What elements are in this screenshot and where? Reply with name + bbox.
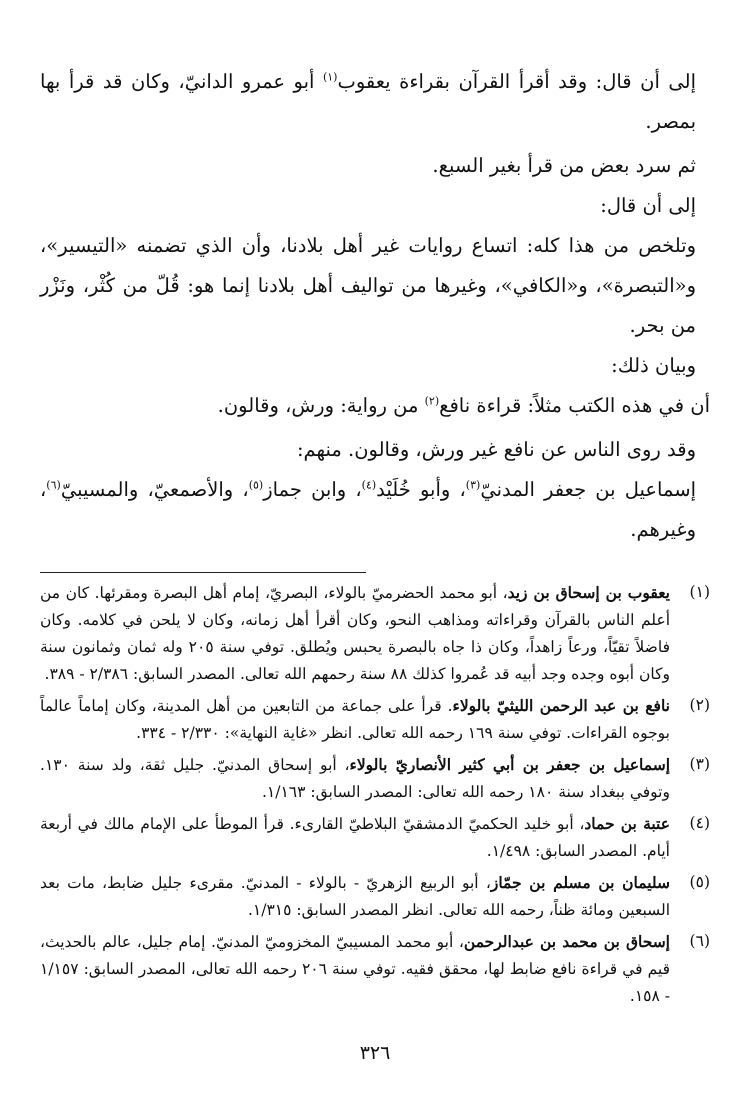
footnote-number: (٣) [689, 755, 710, 773]
footnote-ref-6: (٦) [46, 478, 61, 492]
footnote-4 [40, 810, 710, 865]
footnote-body: ، أبو خليد الحكميّ الدمشقيّ البلاطيّ القارىء. قرأ الموطأ على الإمام مالك في أربعة أيام. المصدر السابق: ١/٤٩٨. [40, 815, 670, 860]
paragraph-6-text-b: من رواية: ورش، وقالون. [217, 394, 425, 417]
paragraph-2: ثم سرد بعض من قرأ بغير السبع. [432, 154, 696, 177]
paragraph-8-text-d: ، والأصمعيّ، والمسيبيّ [60, 478, 249, 501]
footnote-ref-5: (٥) [248, 478, 264, 492]
paragraph-6-text-a: أن في هذه الكتب مثلاً: قراءة نافع [439, 394, 710, 417]
footnote-1 [40, 579, 710, 688]
paragraph-6 [40, 386, 710, 426]
footnote-body: ، أبو إسحاق المدنيّ. جليل ثقة، ولد سنة ١٣٠. وتوفي ببغداد سنة ١٨٠ رحمه الله تعالى: المصدر السابق: ١/١٦٣. [40, 756, 670, 801]
footnote-text [40, 579, 670, 688]
paragraph-4: وتلخص من هذا كله: اتساع روايات غير أهل بلادنا، وأن الذي تضمنه «التيسير»، و«التبصرة»، و«الكافي»، وغيرها من تواليف أهل بلادنا إنما هو: قُلّ من كُثْر، ونَزْر من بحر. [40, 234, 696, 337]
page-number: ٣٢٦ [359, 1042, 391, 1064]
footnote-number: (٤) [689, 814, 710, 832]
footnote-text [40, 869, 670, 924]
paragraph-1 [40, 62, 710, 142]
footnotes [40, 579, 710, 1010]
footnote-divider [40, 572, 366, 573]
footnote-3 [40, 751, 710, 806]
footnote-ref-2: (٢) [424, 394, 440, 408]
footnote-text [40, 928, 670, 1010]
footnote-body: ، أبو الربيع الزهريّ - بالولاء - المدنيّ. مقرىء جليل ضابط، مات بعد السبعين ومائة ظناً، رحمه الله تعالى. انظر المصدر السابق: ١/٣١٥. [40, 874, 670, 919]
paragraph-1-text-b: أبو عمرو الدانيّ، وكان قد قرأ بها بمصر. [40, 70, 696, 133]
footnote-name: عتبة بن حماد [584, 814, 670, 833]
footnote-name: إسحاق بن محمد بن عبدالرحمن [463, 932, 670, 951]
paragraph-5: وبيان ذلك: [611, 354, 696, 377]
footnote-name: يعقوب بن إسحاق بن زيد [507, 583, 670, 602]
footnote-text [40, 751, 670, 806]
footnote-name: نافع بن عبد الرحمن الليثيّ بالولاء [452, 696, 670, 715]
footnote-ref-4: (٤) [361, 478, 377, 492]
footnote-number: (٢) [689, 696, 710, 714]
footnote-2 [40, 692, 710, 747]
footnote-ref-1: (١) [322, 70, 338, 84]
paragraph-8-text-c: ، وابن جماز [263, 478, 362, 501]
footnote-body: ، أبو محمد الحضرميّ بالولاء، البصريّ، إمام أهل البصرة ومقرئها. كان من أعلم الناس بالقرآن وقراءاته ومذاهب النحو، وكان أقرأ أهل زمانه، وكان لا يلحن في كلامه. وكان فاضلاً تقيّاً، ورعاً زاهداً، وكان ذا جاه بالبصرة يحبس ويُطلق. توفي سنة ٢٠٥ وله ثمان وثمانون سنة وكان أبوه وجده وجد أبيه قد عُمروا كذلك ٨٨ سنة رحمهم الله تعالى. المصدر السابق: ٢/٣٨٦ - ٣٨٩. [40, 584, 670, 683]
paragraph-8 [40, 470, 710, 550]
paragraph-1-text-a: إلى أن قال: وقد أقرأ القرآن بقراءة يعقوب [337, 70, 696, 93]
footnote-number: (٦) [689, 932, 710, 950]
footnote-body: ، أبو محمد المسيبيّ المخزوميّ المدنيّ. إمام جليل، عالم بالحديث، قيم في قراءة نافع ضابط لها، محقق فقيه. توفي سنة ٢٠٦ رحمه الله تعالى، المصدر السابق: ١/١٥٧ - ١٥٨. [40, 933, 670, 1005]
footnote-body: . قرأ على جماعة من التابعين من أهل المدينة، وكان إماماً عالماً بوجوه القراءات. توفي سنة ١٦٩ رحمه الله تعالى. انظر «غاية النهاية»: ٢/٣٣٠ - ٣٣٤. [40, 697, 670, 742]
footnote-number: (١) [689, 583, 710, 601]
footnote-text [40, 692, 670, 747]
footnote-5 [40, 869, 710, 924]
paragraph-7: وقد روى الناس عن نافع غير ورش، وقالون. منهم: [296, 438, 696, 461]
main-text [40, 62, 710, 550]
footnote-name: سليمان بن مسلم بن جمّاز [490, 873, 670, 892]
footnote-text [40, 810, 670, 865]
footnote-name: إسماعيل بن جعفر بن أبي كثير الأنصاريّ بالولاء [349, 755, 671, 774]
paragraph-8-text-e: ، وغيرهم. [40, 478, 696, 541]
footnote-number: (٥) [689, 873, 710, 891]
paragraph-8-text-b: ، وأبو خُلَيْد [376, 478, 466, 501]
paragraph-8-text-a: إسماعيل بن جعفر المدنيّ [480, 478, 697, 501]
paragraph-3: إلى أن قال: [600, 194, 696, 217]
footnote-6 [40, 928, 710, 1010]
footnote-ref-3: (٣) [465, 478, 481, 492]
